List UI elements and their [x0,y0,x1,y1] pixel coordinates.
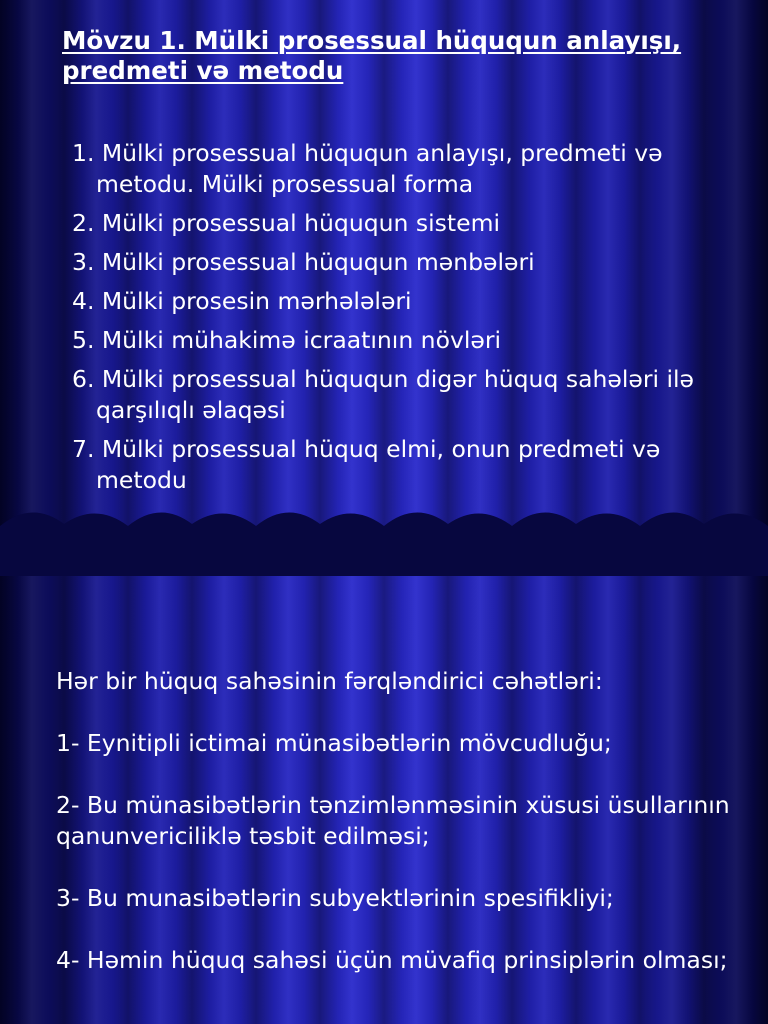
feature-point-3: 3- Bu munasibətlərin subyektlərinin spesifikliyi; [56,884,614,912]
feature-point-4: 4- Həmin hüquq sahəsi üçün müvafiq prinsiplərin olması; [56,946,728,974]
features-section [56,666,746,1007]
topic-item-1: 1. Mülki prosessual hüququn anlayışı, predmeti və metodu. Mülki prosessual forma [72,139,663,198]
feature-point-2: 2- Bu münasibətlərin tənzimlənməsinin xüsusi üsullarının qanunvericiliklə təsbit edilməsi; [56,791,730,850]
topic-item-4: 4. Mülki prosesin mərhələləri [72,287,412,315]
topic-item-5: 5. Mülki mühakimə icraatının növləri [72,326,502,354]
topic-list [72,138,742,504]
topic-item-7: 7. Mülki prosessual hüquq elmi, onun predmeti və metodu [72,435,661,494]
feature-point-1: 1- Eynitipli ictimai münasibətlərin mövcudluğu; [56,729,612,757]
slide-divider [0,540,768,576]
topic-item-6: 6. Mülki prosessual hüququn digər hüquq sahələri ilə qarşılıqlı əlaqəsi [72,365,694,424]
slide-2 [0,576,768,1024]
slide-title: Mövzu 1. Mülki prosessual hüququn anlayışı, predmeti və metodu [62,26,682,85]
topic-item-3: 3. Mülki prosessual hüququn mənbələri [72,248,535,276]
topic-item-2: 2. Mülki prosessual hüququn sistemi [72,209,501,237]
features-heading: Hər bir hüquq sahəsinin fərqləndirici cəhətləri: [56,667,603,695]
